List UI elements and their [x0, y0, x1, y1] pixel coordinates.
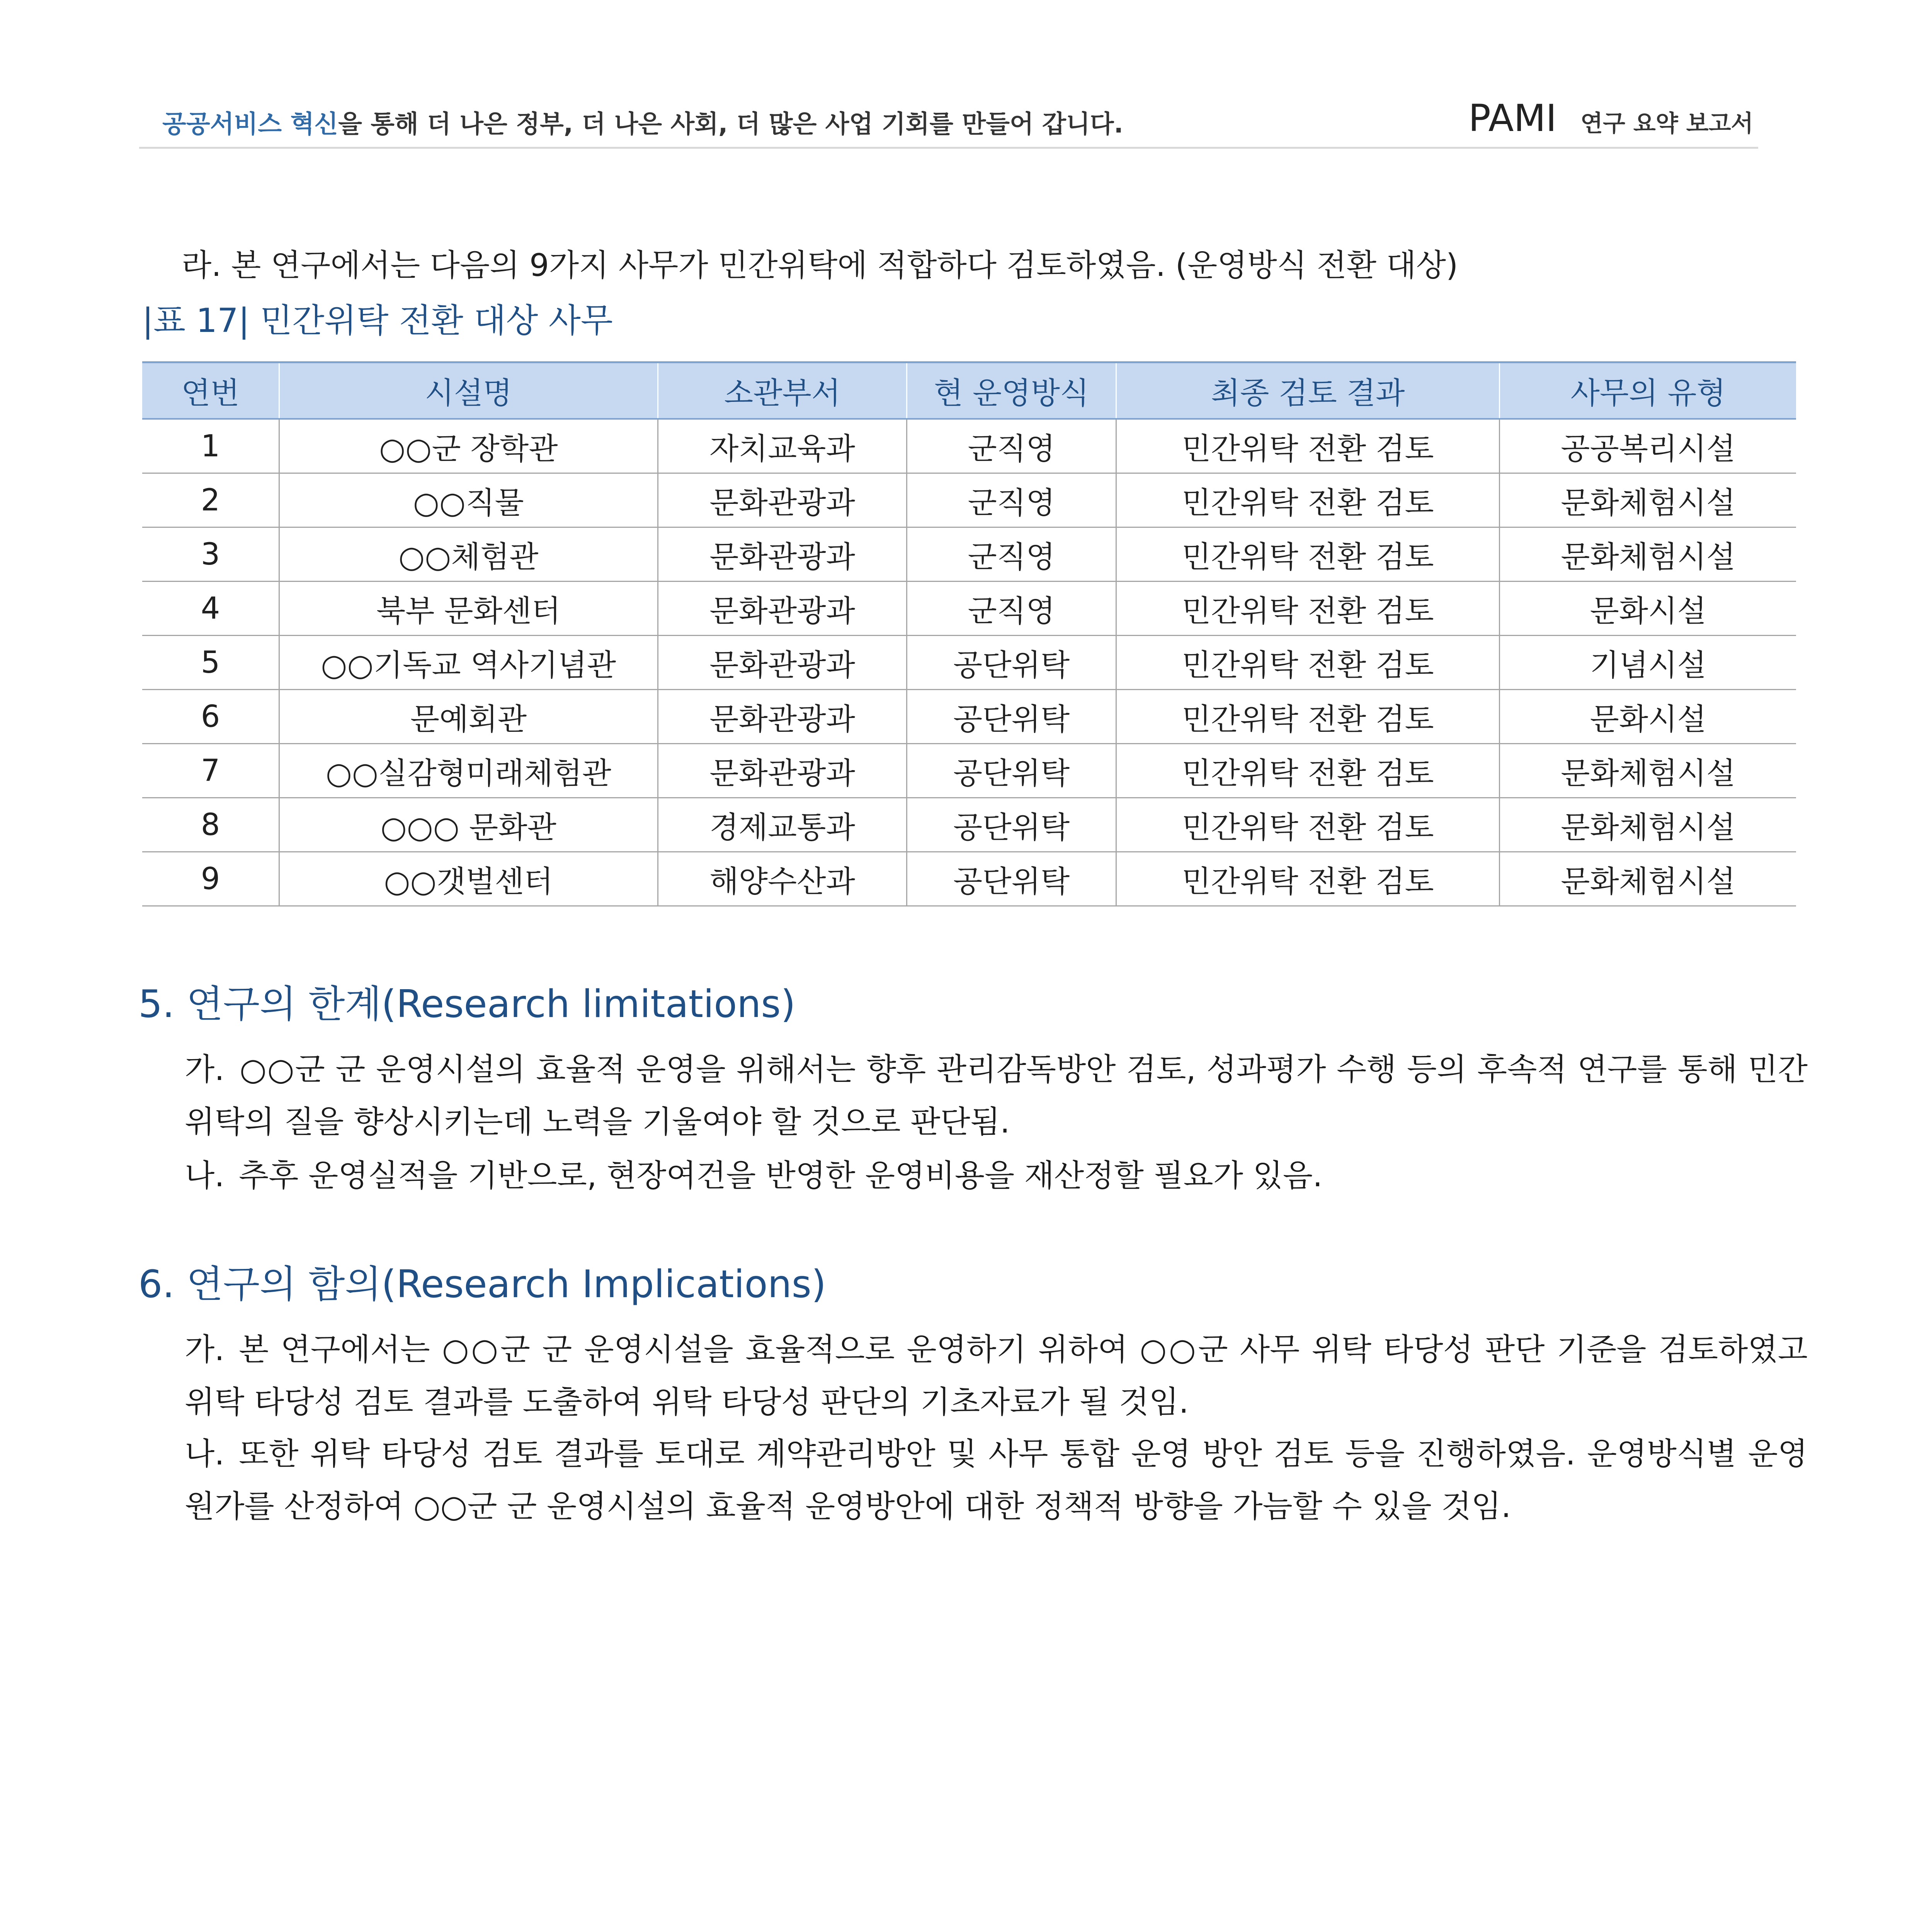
report-title: 연구 요약 보고서 [1580, 110, 1754, 137]
item-number: 가. [185, 1332, 225, 1367]
table-cell: ○○군 장학관 [279, 419, 658, 473]
intro-paragraph: 라. 본 연구에서는 다음의 9가지 사무가 민간위탁에 적합하다 검토하였음. (운영방식 전환 대상) [182, 247, 1458, 283]
table-row [142, 473, 1796, 527]
table-caption: |표 17| 민간위탁 전환 대상 사무 [142, 301, 613, 340]
table-cell: 민간위탁 전환 검토 [1116, 582, 1500, 636]
table-cell: 7 [142, 744, 279, 798]
table-cell: 문화관광과 [658, 744, 907, 798]
table-cell: 문화관광과 [658, 690, 907, 744]
table-cell: 민간위탁 전환 검토 [1116, 744, 1500, 798]
table-cell: 9 [142, 852, 279, 906]
implications-item-a [185, 1323, 1808, 1429]
table-cell: 민간위탁 전환 검토 [1116, 527, 1500, 582]
table-cell: 민간위탁 전환 검토 [1116, 473, 1500, 527]
table-cell: 문화시설 [1500, 582, 1796, 636]
item-number: 나. [185, 1436, 225, 1472]
table-cell: 문화관광과 [658, 473, 907, 527]
limitations-item-b [185, 1150, 1808, 1202]
table-cell: 문화체험시설 [1500, 473, 1796, 527]
item-number: 나. [185, 1158, 225, 1194]
table-cell: 문화관광과 [658, 582, 907, 636]
table-body [142, 419, 1796, 906]
table-cell: 8 [142, 798, 279, 852]
limitations-title: 5. 연구의 한계(Research limitations) [138, 982, 796, 1026]
table-cell: 군직영 [907, 473, 1116, 527]
brand-logo-text: PAMI [1468, 97, 1557, 140]
table-cell: 공공복리시설 [1500, 419, 1796, 473]
header-slogan [162, 104, 1123, 140]
table-cell: 문화시설 [1500, 690, 1796, 744]
table-cell: 6 [142, 690, 279, 744]
table-row [142, 419, 1796, 473]
table-cell: 군직영 [907, 419, 1116, 473]
page-header [139, 97, 1758, 149]
implications-item-b [185, 1428, 1808, 1533]
header-cell: 사무의 유형 [1500, 362, 1796, 419]
table-cell: 공단위탁 [907, 852, 1116, 906]
table-cell: ○○○ 문화관 [279, 798, 658, 852]
header-cell: 현 운영방식 [907, 362, 1116, 419]
table-cell: 공단위탁 [907, 744, 1116, 798]
table-cell: 공단위탁 [907, 690, 1116, 744]
table-cell: ○○기독교 역사기념관 [279, 636, 658, 690]
table-cell: 3 [142, 527, 279, 582]
table-row [142, 852, 1796, 906]
table-cell: 4 [142, 582, 279, 636]
header-cell: 연번 [142, 362, 279, 419]
header-cell: 시설명 [279, 362, 658, 419]
table-cell: 5 [142, 636, 279, 690]
table-cell: 1 [142, 419, 279, 473]
table-cell: 2 [142, 473, 279, 527]
table-cell: 군직영 [907, 582, 1116, 636]
item-text: 또한 위탁 타당성 검토 결과를 토대로 계약관리방안 및 사무 통합 운영 방안 검토 등을 진행하였음. 운영방식별 운영원가를 산정하여 ○○군 군 운영시설의 효율적 운영방안에 대한 정책적 방향을 가늠할 수 있을 것임. [185, 1436, 1808, 1524]
table-cell: 문화체험시설 [1500, 527, 1796, 582]
table-cell: 민간위탁 전환 검토 [1116, 419, 1500, 473]
table-header-row [142, 362, 1796, 419]
table-cell: 해양수산과 [658, 852, 907, 906]
table-cell: 공단위탁 [907, 798, 1116, 852]
item-text: 추후 운영실적을 기반으로, 현장여건을 반영한 운영비용을 재산정할 필요가 있음. [239, 1158, 1323, 1194]
table-cell: 민간위탁 전환 검토 [1116, 690, 1500, 744]
table-cell: 문화체험시설 [1500, 852, 1796, 906]
table-cell: 문화관광과 [658, 527, 907, 582]
table-cell: ○○직물 [279, 473, 658, 527]
header-cell: 최종 검토 결과 [1116, 362, 1500, 419]
table-cell: 민간위탁 전환 검토 [1116, 636, 1500, 690]
table-row [142, 744, 1796, 798]
table-cell: 민간위탁 전환 검토 [1116, 798, 1500, 852]
table-cell: 공단위탁 [907, 636, 1116, 690]
table-cell: 민간위탁 전환 검토 [1116, 852, 1500, 906]
table-cell: ○○실감형미래체험관 [279, 744, 658, 798]
item-number: 가. [185, 1051, 225, 1087]
table-cell: 문화체험시설 [1500, 798, 1796, 852]
table-row [142, 636, 1796, 690]
table-cell: 경제교통과 [658, 798, 907, 852]
header-cell: 소관부서 [658, 362, 907, 419]
table-cell: 문화체험시설 [1500, 744, 1796, 798]
table-cell: ○○체험관 [279, 527, 658, 582]
table-cell: 문화관광과 [658, 636, 907, 690]
limitations-item-a [185, 1043, 1808, 1148]
slogan-rest: 을 통해 더 나은 정부, 더 나은 사회, 더 많은 사업 기회를 만들어 갑니다. [338, 110, 1123, 139]
table-row [142, 798, 1796, 852]
table-cell: 기념시설 [1500, 636, 1796, 690]
implications-title: 6. 연구의 함의(Research Implications) [138, 1262, 827, 1306]
facility-table [142, 361, 1796, 906]
slogan-highlight: 공공서비스 혁신 [162, 110, 338, 139]
item-text: ○○군 군 운영시설의 효율적 운영을 위해서는 향후 관리감독방안 검토, 성과평가 수행 등의 후속적 연구를 통해 민간위탁의 질을 향상시키는데 노력을 기울여야 할 것으로 판단됨. [185, 1051, 1808, 1140]
table-cell: 문예회관 [279, 690, 658, 744]
table-row [142, 690, 1796, 744]
table-cell: 자치교육과 [658, 419, 907, 473]
table-cell: 북부 문화센터 [279, 582, 658, 636]
item-text: 본 연구에서는 ○○군 군 운영시설을 효율적으로 운영하기 위하여 ○○군 사무 위탁 타당성 판단 기준을 검토하였고 위탁 타당성 검토 결과를 도출하여 위탁 타당성 판단의 기초자료가 될 것임. [185, 1332, 1808, 1420]
table-cell: ○○갯벌센터 [279, 852, 658, 906]
table-row [142, 582, 1796, 636]
table-cell: 군직영 [907, 527, 1116, 582]
table-row [142, 527, 1796, 582]
